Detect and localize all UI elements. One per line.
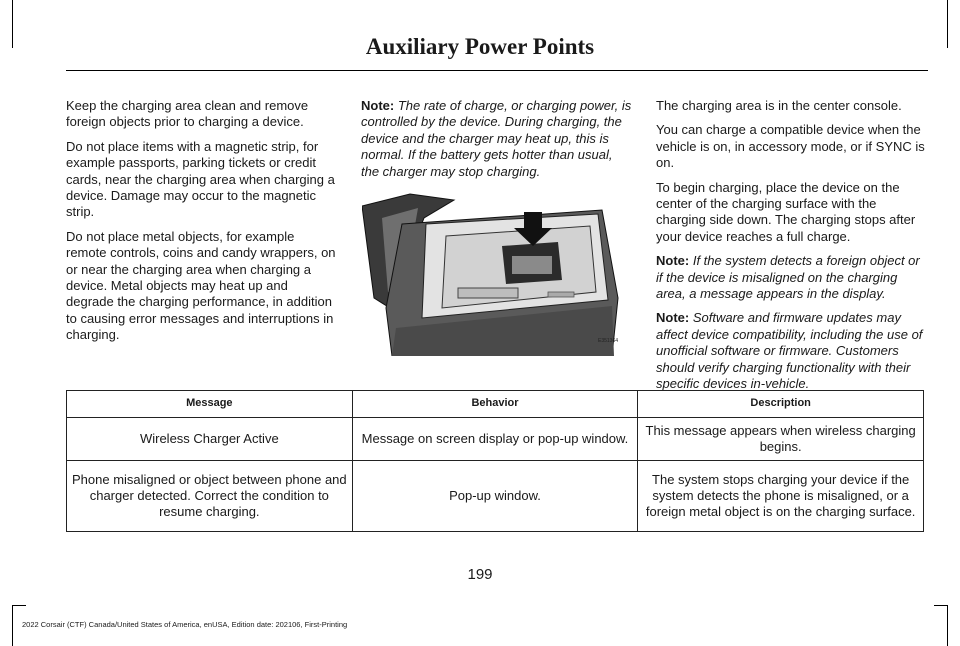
paragraph: The charging area is in the center console. [656,98,902,113]
paragraph: Do not place items with a magnetic strip, for example passports, parking tickets or credit cards, near the charging area when charging a device. Damage may occur to the magnetic strip. [66,138,335,220]
table-cell: Pop-up window. [352,461,638,532]
paragraph: You can charge a compatible device when the vehicle is on, in accessory mode, or if SYNC is on. [656,122,925,171]
table-cell: The system stops charging your device if the system detects the phone is misaligned, or a foreign metal object is on the charging surface. [638,461,924,532]
note [656,253,928,302]
table-cell: Phone misaligned or object between phone and charger detected. Correct the condition to resume charging. [67,461,353,532]
note-label: Note: [361,98,395,113]
charging-pad-illustration [362,188,620,356]
note-text: If the system detects a foreign object or if the device is misaligned on the charging area, a message appears in the display. [656,253,920,302]
image-code: E351364 [598,338,619,344]
note [361,98,633,180]
left-column [66,98,336,352]
console-image [362,188,620,356]
crop-mark-bottom-right [934,605,948,646]
note [656,310,928,392]
column-header-description: Description [638,391,924,418]
paragraph: Keep the charging area clean and remove foreign objects prior to charging a device. [66,98,309,130]
note-text: Software and firmware updates may affect device compatibility, including the use of unofficial software or firmware. Customers should verify charging functionality with their specific devices in-vehicle. [656,310,923,392]
paragraph: Do not place metal objects, for example remote controls, coins and candy wrappers, on or near the charging area when charging a device. Metal objects may heat up and degrade the charging performance, in addition to causing error messages and interruptions in charging. [66,228,336,343]
page-number: 199 [467,566,493,583]
table-row [67,461,924,532]
column-header-behavior: Behavior [352,391,638,418]
page-title: Auxiliary Power Points [365,34,595,59]
header-rule [66,70,928,71]
middle-column [361,98,633,188]
paragraph: To begin charging, place the device on the center of the charging surface with the charging side down. The charging stops after your device reaches a full charge. [656,179,916,244]
table-cell: This message appears when wireless charging begins. [638,418,924,461]
table-header-row [67,391,924,418]
edition-info: 2022 Corsair (CTF) Canada/United States of America, enUSA, Edition date: 202106, First-Printing [22,620,348,629]
messages-table [66,390,924,532]
note-label: Note: [656,310,690,326]
column-header-message: Message [67,391,353,418]
right-column [656,98,928,401]
note-label: Note: [656,253,690,269]
table-row [67,418,924,461]
table-cell: Wireless Charger Active [67,418,353,461]
note-text: The rate of charge, or charging power, is controlled by the device. During charging, the device and the charger may heat up, this is normal. If the battery gets hotter than usual, the charger may stop charging. [361,98,632,179]
table-cell: Message on screen display or pop-up window. [352,418,638,461]
